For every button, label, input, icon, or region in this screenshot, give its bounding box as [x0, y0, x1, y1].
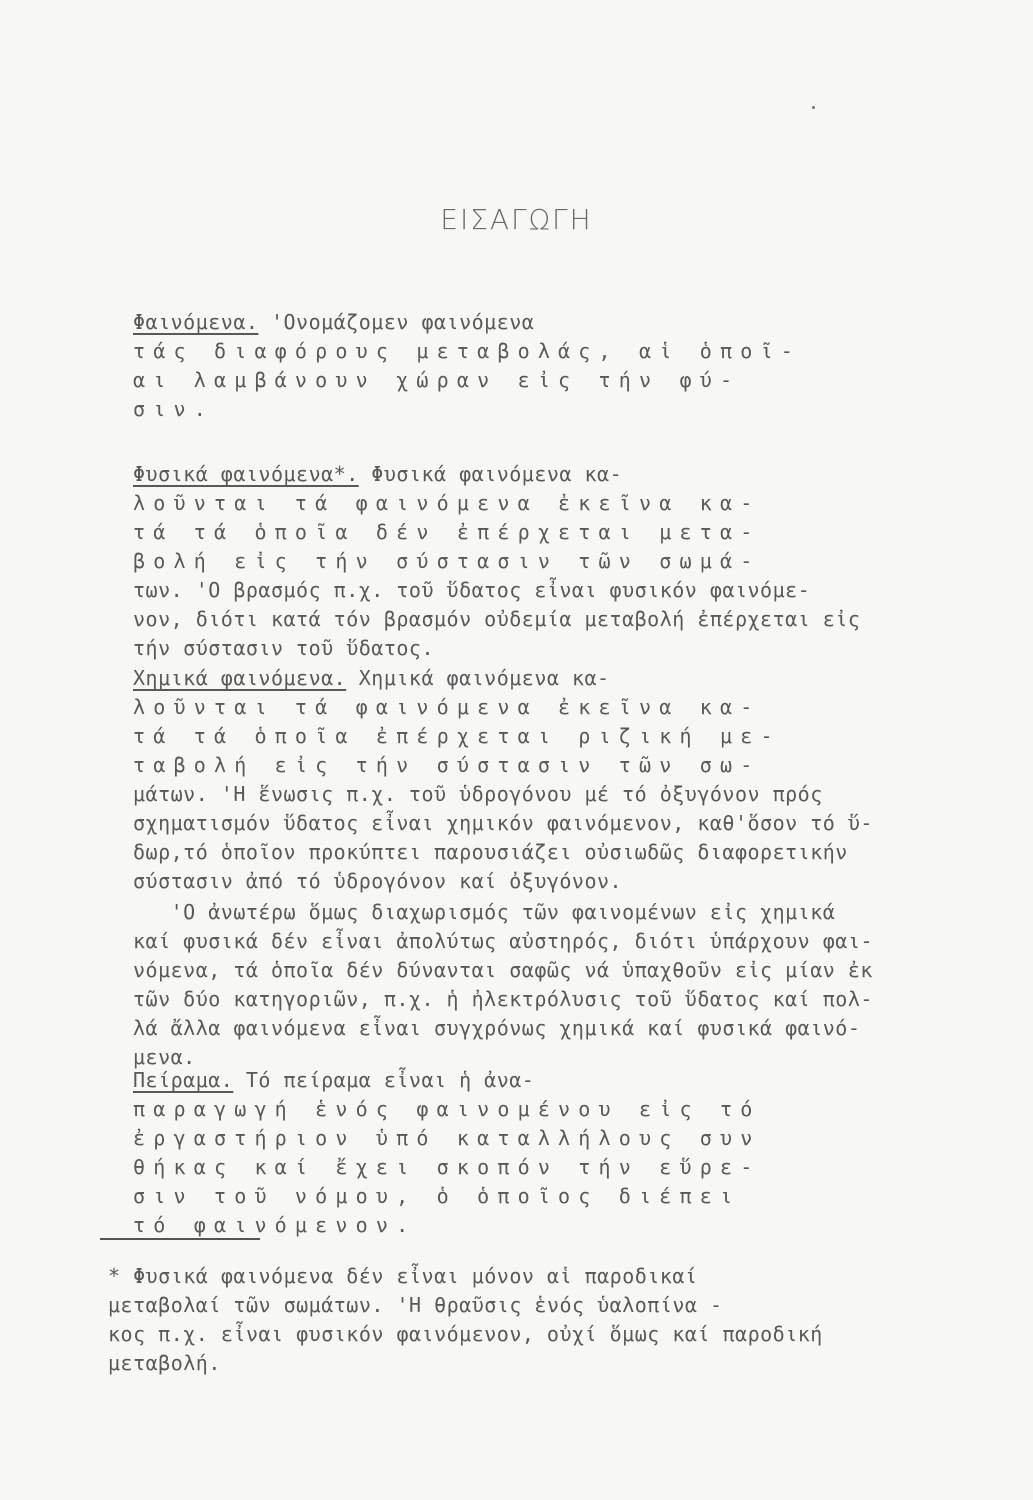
text-line: * Φυσικά φαινόμενα δέν εἶναι μόνον: [108, 1264, 535, 1288]
text-line: τήν σύστασιν τοῦ ὕδατος.: [133, 636, 434, 660]
text-line: Χημικά φαινόμενα κα-: [358, 666, 610, 690]
text-line: σύστασιν ἀπό τό ὑδρογόνον καί ὀξυγόνον.: [133, 869, 623, 893]
text-line: τῶν σωμάτων. 'Η θραῦσις ἑνός ὑαλοπίνα -: [233, 1293, 723, 1317]
text-line: αἱ παροδικαί: [546, 1264, 698, 1288]
text-line: σχηματισμόν ὕδατος εἶναι χημικόν φαινόμενον, καθ'ὅσον τό ὕ-: [133, 811, 873, 835]
text-line: νον, διότι κατά τόν βρασμόν οὐδεμία μεταβολή ἐπέρχεται εἰς: [133, 607, 861, 631]
paragraph-experiment: [133, 1066, 943, 1240]
text-line: παραγωγή ἑνός φαινομένου εἰς τό: [133, 1097, 761, 1121]
text-line: των. 'Ο βρασμός π.χ. τοῦ ὕδατος εἶναι φυσικόν φαινόμε-: [133, 578, 811, 602]
text-line: αι λαμβάνουν χώραν εἰς τήν φύ-: [133, 368, 741, 392]
paragraph-phenomena: [133, 308, 943, 424]
text-line: καί φυσικά δέν εἶναι ἀπολύτως αὐστηρός, διότι ὑπάρχουν φαι-: [133, 929, 873, 953]
text-line: τάς διαφόρους μεταβολάς, αἱ ὁποῖ-: [133, 339, 801, 363]
text-line: 'Ο ἀνωτέρω ὅμως διαχωρισμός τῶν φαινομένων εἰς χημικά: [133, 900, 836, 924]
text-line: μεταβολαί: [108, 1293, 221, 1317]
paragraph-chemical-phenomena: [133, 664, 943, 896]
text-line: ἐργαστήριον ὑπό καταλλήλους συν: [133, 1126, 761, 1150]
text-line: τό φαινόμενον.: [133, 1213, 417, 1237]
text-line: νόμενα, τά ὁποῖα δέν δύνανται σαφῶς νά ὑπαχθοῦν εἰς μίαν ἐκ: [133, 958, 873, 982]
text-line: μάτων. 'Η ἕνωσις π.χ. τοῦ ὑδρογόνου μέ τό ὀξυγόνον πρός: [133, 782, 823, 806]
text-line: βολή εἰς τήν σύστασιν τῶν σωμά-: [133, 549, 761, 573]
heading-phenomena: Φαινόμενα.: [133, 310, 259, 334]
text-line: σιν τοῦ νόμου, ὁ ὁποῖος διέπει: [133, 1184, 741, 1208]
paragraph-physical-phenomena: [133, 460, 943, 663]
text-line: κος π.χ. εἶναι φυσικόν φαινόμενον, οὐχί ὅμως καί παροδική: [108, 1322, 823, 1346]
page-title: ΕΙΣΑΓΩΓΗ: [440, 203, 593, 236]
text-line: Τό πείραμα εἶναι ἡ ἀνα-: [245, 1068, 535, 1092]
text-line: 'Ονομάζομεν φαινόμενα: [270, 310, 535, 334]
speck: [812, 106, 815, 109]
text-line: λά ἄλλα φαινόμενα εἶναι συγχρόνως χημικά καί φυσικά φαινό-: [133, 1016, 861, 1040]
text-line: δωρ,τό ὁποῖον προκύπτει παρουσιάζει οὐσιωδῶς διαφορετικήν: [133, 840, 848, 864]
heading-experiment: Πείραμα.: [133, 1068, 234, 1092]
text-line: τά τά ὁποῖα ἐπέρχεται ριζική με-: [133, 724, 781, 748]
paragraph-classification: [133, 898, 943, 1072]
footnote: [108, 1262, 968, 1378]
text-line: τῶν δύο κατηγοριῶν, π.χ. ἡ ἠλεκτρόλυσις τοῦ ὕδατος καί πολ-: [133, 987, 873, 1011]
text-line: τά τά ὁποῖα δέν ἐπέρχεται μετα-: [133, 520, 761, 544]
text-line: λοῦνται τά φαινόμενα ἐκεῖνα κα-: [133, 695, 761, 719]
heading-physical-phenomena: Φυσικά φαινόμενα*.: [133, 462, 359, 486]
text-line: μενα.: [133, 1045, 196, 1069]
text-line: σιν.: [133, 397, 214, 421]
text-line: θήκας καί ἔχει σκοπόν τήν εὕρε-: [133, 1155, 761, 1179]
text-line: ταβολή εἰς τήν σύστασιν τῶν σω-: [133, 753, 761, 777]
text-line: λοῦνται τά φαινόμενα ἐκεῖνα κα-: [133, 491, 761, 515]
footnote-divider: [100, 1238, 260, 1240]
text-line: Φυσικά φαινόμενα κα-: [371, 462, 623, 486]
heading-chemical-phenomena: Χημικά φαινόμενα.: [133, 666, 347, 690]
text-line: μεταβολή.: [108, 1351, 221, 1375]
